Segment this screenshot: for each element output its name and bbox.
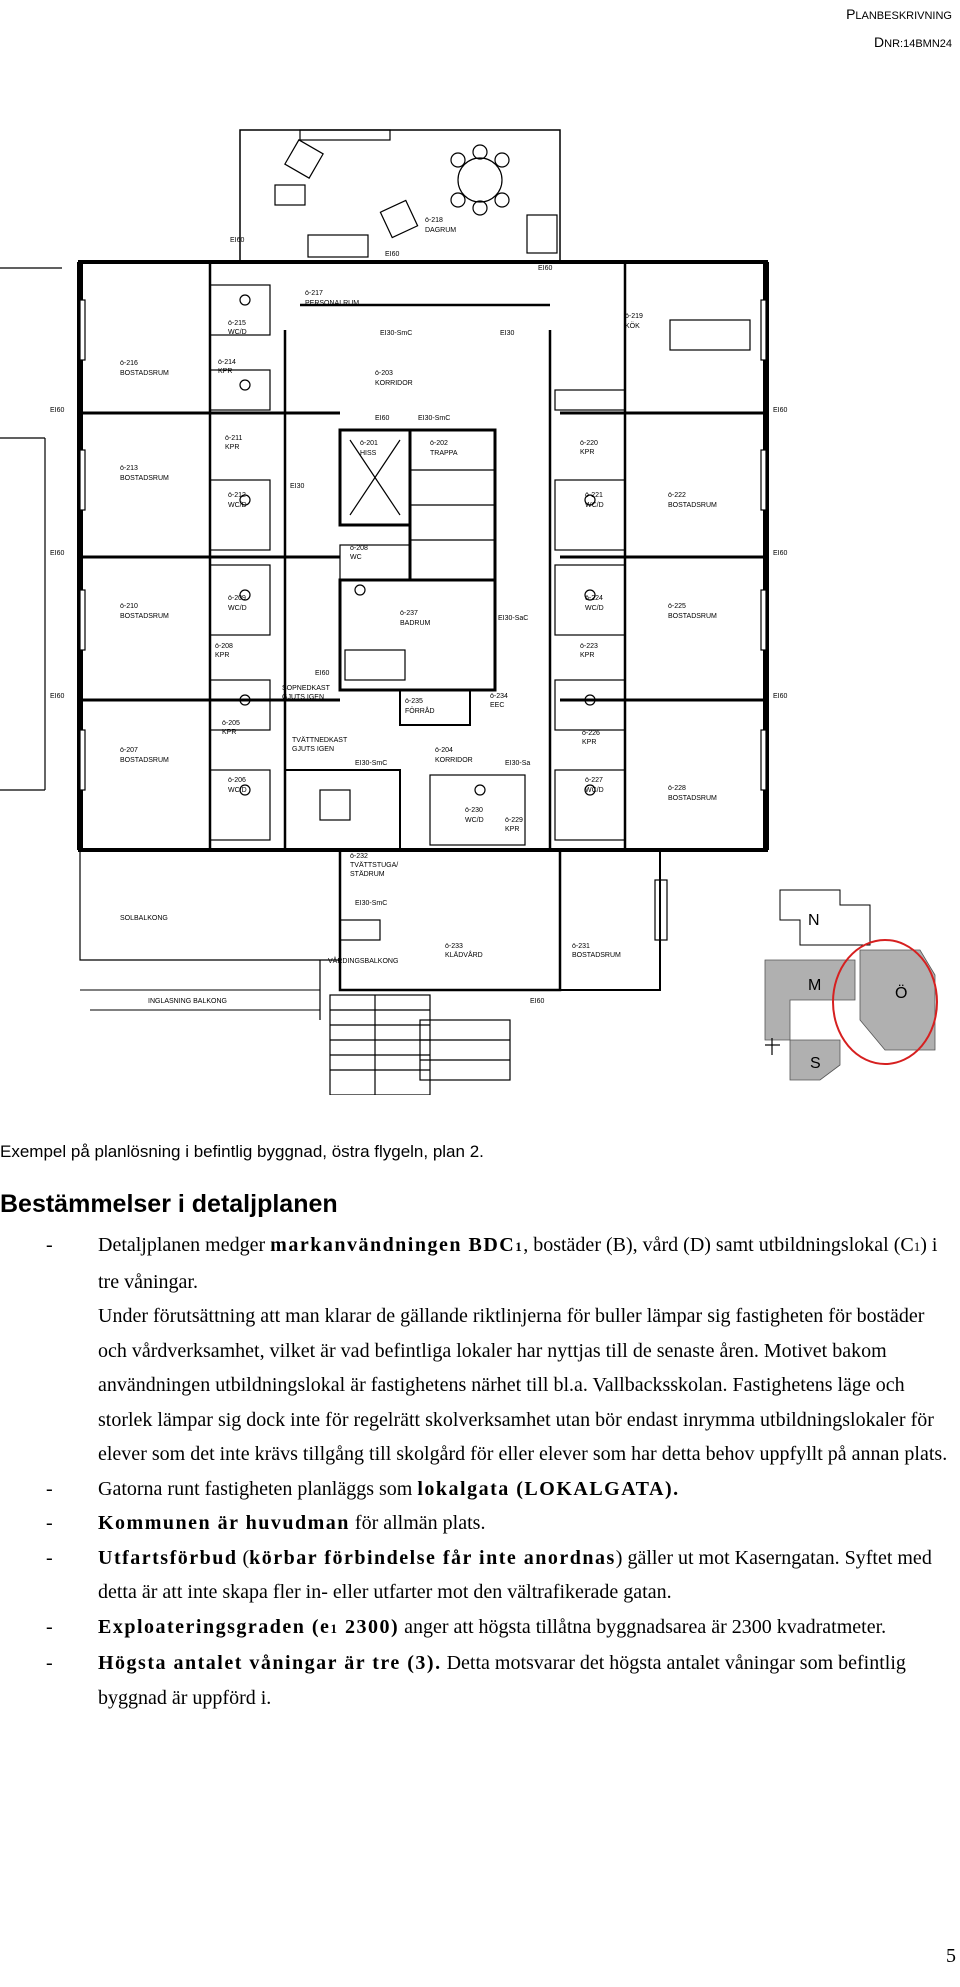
room-label: KPR — [225, 444, 240, 451]
fire-label: EI60 — [385, 251, 400, 258]
list-item — [46, 1506, 958, 1541]
room-number: ö-206 — [228, 777, 246, 784]
item-text: Detta motsvarar det högsta antalet våningar som befintlig byggnad är uppförd i. — [98, 1652, 906, 1709]
room-label: KPR — [582, 739, 597, 746]
fire-label: EI30-Sa — [505, 760, 531, 767]
fire-label: EI30-SmC — [380, 330, 413, 337]
room-label: WC/D — [585, 605, 604, 612]
room-number: ö-226 — [582, 730, 600, 737]
room-number: ö-221 — [585, 492, 603, 499]
room-number: ö-212 — [228, 492, 246, 499]
room-number: ö-224 — [585, 595, 603, 602]
room-label: BOSTADSRUM — [668, 795, 717, 802]
fire-label: EI60 — [538, 265, 553, 272]
room-label: BOSTADSRUM — [668, 502, 717, 509]
room-label: BOSTADSRUM — [120, 475, 169, 482]
room-label: VÅRDINGSBALKONG — [328, 958, 399, 965]
room-number: ö-223 — [580, 643, 598, 650]
item-paragraph: Under förutsättning att man klarar de gällande riktlinjerna för buller lämpar sig fastigheten för bostäder och vårdverksamhet, vilket är vad befintliga lokaler har nyttjas till de senaste åren. Motivet bakom användningen utbildningslokal är fastighetens närhet till bl.a. Vallbacksskolan. Fastighetens läge och storlek lämpar sig dock inte för regelrätt skolverksamhet utan bör endast inrymma utbildningslokaler för elever som det inte krävs tillgång till skolgård för eller elever som har detta behov uppfyllt på annan plats. — [98, 1305, 948, 1465]
room-number: ö-209 — [228, 595, 246, 602]
room-label: FÖRRÅD — [405, 708, 435, 715]
item-text: för allmän plats. — [349, 1512, 486, 1534]
header-title: LANBESKRIVNING — [855, 10, 952, 22]
room-label: GJUTS IGEN — [292, 746, 335, 753]
room-label: WC/D — [585, 787, 604, 794]
room-label: WC — [350, 554, 362, 561]
fire-label: EI30-SmC — [355, 760, 388, 767]
room-number: ö-235 — [405, 698, 423, 705]
item-text: ( — [237, 1546, 250, 1569]
room-number: ö-213 — [120, 465, 138, 472]
room-label: KLÄDVÅRD — [445, 952, 483, 959]
item-bold-text: Utfartsförbud — [98, 1546, 238, 1569]
room-number: ö-230 — [465, 807, 483, 814]
list-item — [46, 1646, 958, 1715]
room-label: KPR — [218, 368, 233, 375]
room-number: ö-233 — [445, 943, 463, 950]
fire-label: EI60 — [773, 407, 788, 414]
floor-plan-drawing — [0, 95, 960, 1095]
list-item — [46, 1610, 958, 1647]
item-subscript: 1 — [515, 1239, 524, 1254]
room-label: BOSTADSRUM — [120, 613, 169, 620]
room-number: ö-225 — [668, 603, 686, 610]
room-number: ö-202 — [430, 440, 448, 447]
fire-label: EI60 — [50, 550, 65, 557]
list-dash: - — [46, 1652, 53, 1674]
item-bold-text: Exploateringsgraden (e — [98, 1615, 331, 1638]
reference-initial: D — [874, 34, 885, 50]
room-number: ö-227 — [585, 777, 603, 784]
list-dash: - — [46, 1477, 53, 1500]
room-number: ö-234 — [490, 693, 508, 700]
room-number: ö-208 — [215, 643, 233, 650]
key-map-label-s: S — [810, 1055, 821, 1072]
provisions-list — [46, 1228, 958, 1715]
item-bold-text: Kommunen är huvudman — [98, 1512, 350, 1534]
list-dash: - — [46, 1615, 53, 1638]
item-text: ) i tre våningar. — [98, 1234, 938, 1293]
room-number: ö-232 — [350, 853, 368, 860]
page-number: 5 — [946, 1945, 956, 1967]
room-number: ö-237 — [400, 610, 418, 617]
room-number: ö-211 — [225, 435, 243, 442]
key-map-label-m: M — [808, 977, 822, 994]
room-label: WC/D — [228, 502, 247, 509]
room-label: KÖK — [625, 323, 640, 330]
fire-label: EI30 — [500, 330, 515, 337]
header-title-initial: P — [846, 6, 856, 22]
room-label: PERSONALRUM — [305, 300, 360, 307]
room-label: KORRIDOR — [435, 757, 473, 764]
room-label: TVÄTTSTUGA/ — [350, 862, 399, 869]
room-number: ö-216 — [120, 360, 138, 367]
room-label: EEC — [490, 702, 505, 709]
item-text: , bostäder (B), vård (D) samt utbildningslokal (C — [523, 1234, 914, 1256]
item-text: anger att högsta tillåtna byggnadsarea är 2300 kvadratmeter. — [399, 1615, 887, 1638]
room-number: ö-222 — [668, 492, 686, 499]
fire-label: EI60 — [773, 550, 788, 557]
fire-label: EI60 — [50, 693, 65, 700]
fire-label: EI60 — [230, 237, 245, 244]
list-dash: - — [46, 1512, 53, 1534]
room-label: KPR — [222, 729, 237, 736]
room-label: INGLASNING BALKONG — [148, 998, 227, 1005]
item-bold-text: Högsta antalet våningar är tre (3). — [98, 1652, 442, 1674]
room-label: BOSTADSRUM — [120, 370, 169, 377]
room-number: ö-204 — [435, 747, 453, 754]
reference-number: NR:14BMN24 — [884, 38, 952, 50]
fire-label: EI30-SmC — [355, 900, 388, 907]
fire-label: EI60 — [530, 998, 545, 1005]
room-label: WC/D — [228, 605, 247, 612]
room-label: WC/D — [228, 787, 247, 794]
room-label: SOLBALKONG — [120, 915, 168, 922]
list-item — [46, 1228, 958, 1472]
room-number: ö-210 — [120, 603, 138, 610]
key-map-label-n: N — [808, 912, 820, 929]
room-label: KPR — [580, 449, 595, 456]
room-number: ö-217 — [305, 290, 323, 297]
room-label: SOPNEDKAST — [282, 685, 330, 692]
list-dash: - — [46, 1234, 53, 1256]
room-number: ö-231 — [572, 943, 590, 950]
fire-label: EI30-SaC — [498, 615, 529, 622]
room-number: ö-229 — [505, 817, 523, 824]
room-number: ö-208 — [350, 545, 368, 552]
list-dash: - — [46, 1546, 53, 1569]
list-item — [46, 1541, 958, 1610]
list-item — [46, 1472, 958, 1507]
room-number: ö-203 — [375, 370, 393, 377]
room-label: GJUTS IGEN — [282, 694, 325, 701]
room-label: KPR — [580, 652, 595, 659]
room-label: BOSTADSRUM — [120, 757, 169, 764]
fire-label: EI60 — [773, 693, 788, 700]
room-label: BOSTADSRUM — [572, 952, 621, 959]
item-bold-text: lokalgata (LOKALGATA). — [417, 1477, 680, 1500]
room-number: ö-228 — [668, 785, 686, 792]
room-label: HISS — [360, 450, 377, 457]
fire-label: EI60 — [375, 415, 390, 422]
room-number: ö-220 — [580, 440, 598, 447]
room-label: KORRIDOR — [375, 380, 413, 387]
room-number: ö-218 — [425, 217, 443, 224]
fire-label: EI30 — [290, 483, 305, 490]
item-subscript: 1 — [330, 1620, 339, 1636]
item-text: Gatorna runt fastigheten planläggs som — [98, 1477, 418, 1500]
section-heading: Bestämmelser i detaljplanen — [0, 1190, 338, 1218]
fire-label: EI30-SmC — [418, 415, 451, 422]
room-number: ö-207 — [120, 747, 138, 754]
room-label: KPR — [505, 826, 520, 833]
figure-caption: Exempel på planlösning i befintlig byggnad, östra flygeln, plan 2. — [0, 1142, 484, 1161]
key-map — [765, 890, 937, 1080]
room-number: ö-205 — [222, 720, 240, 727]
item-text: Detaljplanen medger — [98, 1234, 271, 1256]
room-label: TRAPPA — [430, 450, 458, 457]
room-number: ö-215 — [228, 320, 246, 327]
room-label: WC/D — [228, 329, 247, 336]
document-header — [846, 6, 952, 22]
fire-label: EI60 — [315, 670, 330, 677]
fire-label: EI60 — [50, 407, 65, 414]
document-reference — [874, 34, 952, 50]
item-subscript: 1 — [913, 1239, 921, 1254]
room-label: BOSTADSRUM — [668, 613, 717, 620]
room-label: TVÄTTNEDKAST — [292, 737, 348, 744]
room-label: WC/D — [585, 502, 604, 509]
room-label: BADRUM — [400, 620, 431, 627]
item-text: ) gäller ut mot Kaserngatan. Syftet med detta är att inte skapa fler in- eller utfarter mot den vältrafikerade gatan. — [98, 1546, 932, 1603]
room-number: ö-214 — [218, 359, 236, 366]
item-bold-text: 2300) — [338, 1615, 400, 1638]
room-number: ö-201 — [360, 440, 378, 447]
item-bold-text: markanvändningen BDC — [270, 1234, 516, 1256]
room-label: KPR — [215, 652, 230, 659]
room-label: STÄDRUM — [350, 871, 385, 878]
room-label: DAGRUM — [425, 227, 457, 234]
room-number: ö-219 — [625, 313, 643, 320]
key-map-label-o: Ö — [895, 985, 908, 1002]
room-label: WC/D — [465, 817, 484, 824]
item-bold-text: körbar förbindelse får inte anordnas — [249, 1546, 616, 1569]
